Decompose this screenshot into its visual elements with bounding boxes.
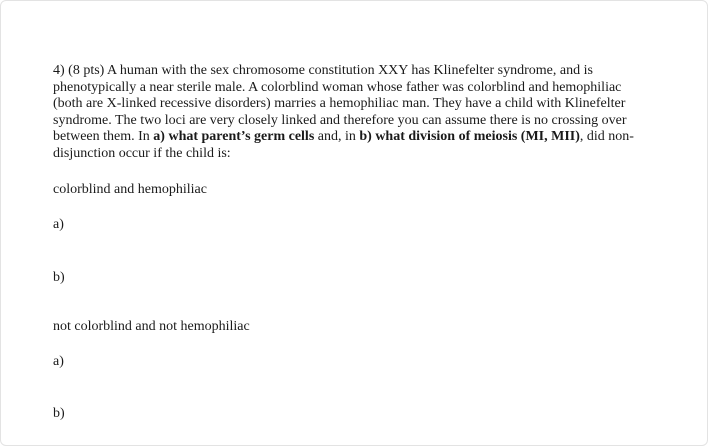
part-2-answer-b-label: b)	[53, 406, 65, 421]
part-1-answer-a-label: a)	[53, 217, 64, 232]
part-1-answer-b-label: b)	[53, 270, 65, 285]
part-1-title: colorblind and hemophiliac	[53, 182, 207, 197]
question-segment-bold: b) what division of meiosis (MI, MII)	[359, 129, 580, 145]
question-text	[53, 63, 643, 163]
question-segment: and, in	[314, 129, 360, 145]
part-2-title: not colorblind and not hemophiliac	[53, 319, 250, 334]
question-segment: , did non-disjunction occur if the child is:	[53, 129, 634, 161]
question-segment: 4) (8 pts) A human with the sex chromosome constitution XXY has Klinefelter syndrome, and is phenotypically a near sterile male. A colorblind woman whose father was colorblind and hemophiliac (both are X-linked recessive disorders) marries a hemophiliac man. They have a child with Klinefelter syndrome. The two loci are very closely linked and therefore you can assume there is no crossing over between them. In	[53, 63, 627, 145]
part-2-answer-a-label: a)	[53, 354, 64, 369]
question-segment-bold: a) what parent’s germ cells	[153, 129, 315, 145]
